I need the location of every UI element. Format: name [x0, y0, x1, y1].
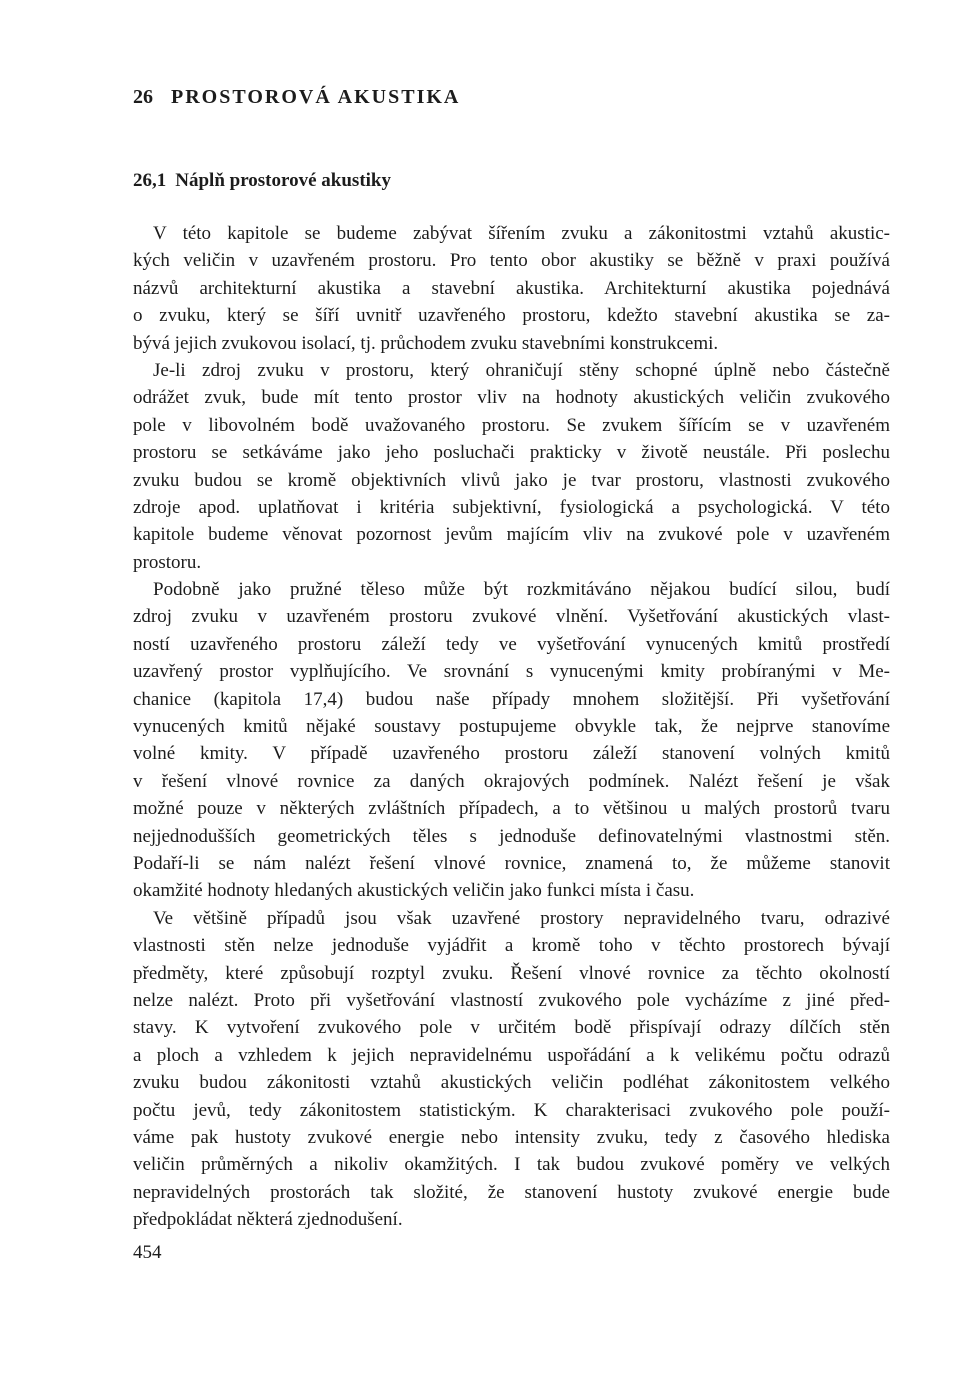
text-line: nejjednodušších geometrických těles s jednoduše definovatelnými vlastnostmi stěn.: [133, 825, 890, 847]
text-line: názvů architekturní akustika a stavební akustika. Architekturní akustika pojednává: [133, 277, 890, 299]
text-line: počtu jevů, tedy zákonitostem statistickým. K charakterisaci zvukového pole použí-: [133, 1099, 890, 1121]
text-line: chanice (kapitola 17,4) budou naše případy mnohem složitější. Při vyšetřování: [133, 688, 890, 710]
paragraph: [133, 357, 890, 576]
text-line: Je-li zdroj zvuku v prostoru, který ohraničují stěny schopné úplně nebo částečně: [153, 359, 890, 381]
text-line: vynucených kmitů nějaké soustavy postupujeme obvykle tak, že nejprve stanovíme: [133, 716, 890, 738]
text-line: o zvuku, který se šíří uvnitř uzavřeného prostoru, kdežto stavební akustika se za-: [133, 305, 890, 327]
text-line: možné pouze v některých zvláštních případech, a to většinou u malých prostorů tvaru: [133, 798, 890, 820]
chapter-number: 26: [133, 86, 153, 108]
text-line: uzavřený prostor vyplňujícího. Ve srovnání s vynucenými kmity probíranými v Me-: [133, 661, 890, 683]
paragraph: [133, 220, 890, 357]
text-line: předměty, které způsobují rozptyl zvuku. Řešení vlnové rovnice za těchto okolností: [133, 962, 890, 984]
section-number: 26,1: [133, 170, 167, 191]
page-number: 454: [133, 1242, 162, 1263]
text-line: pole v libovolném bodě uvažovaného prostoru. Se zvukem šířícím se v uzavřeném: [133, 414, 890, 436]
text-line: váme pak hustoty zvukové energie nebo intensity zvuku, tedy z časového hlediska: [133, 1126, 890, 1148]
text-line: kých veličin v uzavřeném prostoru. Pro tento obor akustiky se běžně v praxi používá: [133, 250, 890, 272]
text-line: Ve většině případů jsou však uzavřené prostory nepravidelného tvaru, odrazivé: [153, 907, 890, 929]
text-line: volné kmity. V případě uzavřeného prostoru záleží stanovení volných kmitů: [133, 743, 890, 765]
text-line: prostoru se setkáváme jako jeho posluchači prakticky v životě neustále. Při poslechu: [133, 442, 890, 464]
text-line: Podobně jako pružné těleso může být rozkmitáváno nějakou budící silou, budí: [153, 579, 890, 601]
text-line: zdroj zvuku v uzavřeném prostoru zvukové vlnění. Vyšetřování akustických vlast-: [133, 606, 890, 628]
text-line: nelze nalézt. Proto při vyšetřování vlastností zvukového pole vycházíme z jiné před-: [133, 989, 890, 1011]
text-line: v řešení vlnové rovnice za daných okrajových podmínek. Nalézt řešení je však: [133, 770, 890, 792]
chapter-title: PROSTOROVÁ AKUSTIKA: [171, 86, 461, 108]
text-line: nepravidelných prostorách tak složité, že stanovení hustoty zvukové energie bude: [133, 1181, 890, 1203]
text-line: kapitole budeme věnovat pozornost jevům majícím vliv na zvukové pole v uzavřeném: [133, 524, 890, 546]
text-line: zdroje apod. uplatňovat i kritéria subjektivní, fysiologická a psychologická. V této: [133, 496, 890, 518]
body-text: [133, 220, 890, 1233]
text-line: prostoru.: [133, 551, 202, 573]
text-line: stavy. K vytvoření zvukového pole v určitém bodě přispívají odrazy dílčích stěn: [133, 1017, 890, 1039]
text-line: ností uzavřeného prostoru záleží tedy ve vyšetřování vynucených kmitů prostředí: [133, 633, 890, 655]
chapter-heading: [133, 86, 460, 109]
paragraph: [133, 576, 890, 905]
paragraph: [133, 905, 890, 1234]
text-line: zvuku budou se kromě objektivních vlivů jako je tvar prostoru, vlastnosti zvukového: [133, 469, 890, 491]
text-line: předpokládat některá zjednodušení.: [133, 1209, 403, 1231]
text-line: vlastnosti stěn nelze jednoduše vyjádřit a kromě toho v těchto prostorech bývají: [133, 935, 890, 957]
text-line: veličin průměrných a nikoliv okamžitých. I tak budou zvukové poměry ve velkých: [133, 1154, 890, 1176]
text-line: Podaří-li se nám nalézt řešení vlnové rovnice, znamená to, že můžeme stanovit: [133, 852, 890, 874]
section-heading: [133, 170, 391, 192]
section-title: Náplň prostorové akustiky: [175, 170, 391, 191]
text-line: odrážet zvuk, bude mít tento prostor vliv na hodnoty akustických veličin zvukového: [133, 387, 890, 409]
text-line: a ploch a vzhledem k jejich nepravidelnému uspořádání a k velikému počtu odrazů: [133, 1044, 890, 1066]
text-line: okamžité hodnoty hledaných akustických veličin jako funkci místa i času.: [133, 880, 695, 902]
text-line: bývá jejich zvukovou isolací, tj. průchodem zvuku stavebními konstrukcemi.: [133, 332, 719, 354]
text-line: V této kapitole se budeme zabývat šířením zvuku a zákonitostmi vztahů akustic-: [153, 223, 890, 244]
text-line: zvuku budou zákonitosti vztahů akustických veličin podléhat zákonitostem velkého: [133, 1072, 890, 1094]
